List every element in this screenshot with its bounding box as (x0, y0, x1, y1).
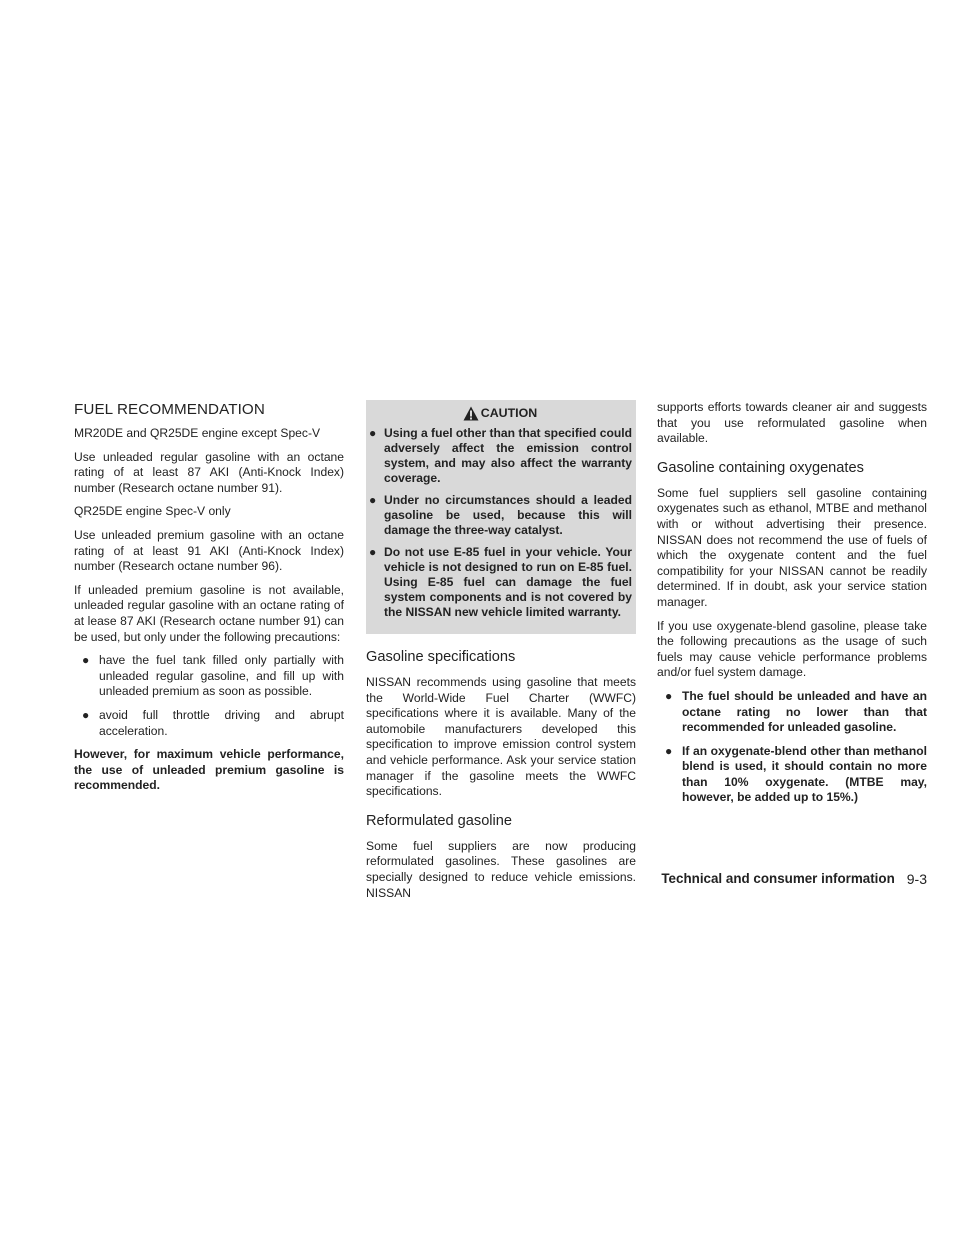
caution-box (366, 400, 636, 634)
subheading-oxygenates: Gasoline containing oxygenates (657, 459, 864, 476)
precautions-paragraph: If unleaded premium gasoline is not available, unleaded regular gasoline with an octane rating of at lease 87 AKI (Research octane number 91) can be used, but only under the following precautions: (74, 582, 344, 644)
caution-list (368, 426, 632, 620)
caution-label: CAUTION (480, 406, 538, 420)
bullet-icon: ● (665, 688, 673, 703)
precautions-list (74, 653, 344, 739)
list-item (74, 653, 344, 700)
regular-fuel-paragraph: Use unleaded regular gasoline with an octane rating of at least 87 AKI (Anti-Knock Index) number (Research octane number 91). (74, 449, 344, 495)
list-item-text: have the fuel tank filled only partially with unleaded regular gasoline, and fill up with unleaded premium as soon as possible. (99, 653, 344, 699)
column-left (74, 400, 344, 802)
column-right (657, 400, 927, 814)
oxygenate-list (657, 689, 927, 806)
oxygenate-precautions-paragraph: If you use oxygenate-blend gasoline, please take the following precautions as the usage of such fuels may cause vehicle performance problems and/or fuel system damage. (657, 618, 927, 680)
list-item-text: Under no circumstances should a leaded gasoline be used, because this will damage the three-way catalyst. (384, 493, 632, 537)
list-item (657, 744, 927, 806)
page-footer (661, 871, 927, 887)
list-item-text: Using a fuel other than that specified could adversely affect the emission control system, and may also affect the warranty coverage. (384, 426, 632, 485)
list-item-text: If an oxygenate-blend other than methanol blend is used, it should contain no more than 10% oxygenate. (MTBE may, however, be added up to 15%.) (682, 743, 927, 805)
subheading-gasoline-specifications: Gasoline specifications (366, 649, 516, 665)
list-item-text: The fuel should be unleaded and have an octane rating no lower than that recommended for unleaded gasoline. (682, 688, 927, 735)
bullet-icon: ● (665, 743, 673, 758)
list-item-text: Do not use E-85 fuel in your vehicle. Your vehicle is not designed to run on E-85 fuel. Using E-85 fuel can damage the fuel system components and is not covered by the NISSAN new vehicle limited warranty. (384, 545, 632, 619)
specifications-paragraph: NISSAN recommends using gasoline that meets the World-Wide Fuel Charter (WWFC) specifications where it is available. Many of the automobile manufacturers developed this specification to improve emission control system and vehicle performance. Ask your service station manager if the gasoline meets the WWFC specifications. (366, 675, 636, 799)
list-item (657, 689, 927, 736)
bullet-icon: ● (82, 707, 90, 722)
list-item-text: avoid full throttle driving and abrupt acceleration. (99, 707, 344, 738)
oxygenates-paragraph: Some fuel suppliers sell gasoline containing oxygenates such as ethanol, MTBE and methanol with or without advertising their presence. NISSAN does not recommend the use of fuels of which the oxygenate content and the fuel compatibility for your NISSAN cannot be readily determined. If in doubt, ask your service station manager. (657, 485, 927, 609)
list-item (368, 545, 632, 620)
page-number: 9-3 (906, 871, 927, 887)
caution-heading (368, 404, 632, 422)
engine-subheading-1: MR20DE and QR25DE engine except Spec-V (74, 426, 321, 440)
bullet-icon: ● (369, 493, 377, 507)
bullet-icon: ● (369, 426, 377, 440)
column-middle (366, 400, 636, 909)
list-item (74, 708, 344, 739)
bullet-icon: ● (82, 653, 90, 668)
list-item (368, 493, 632, 538)
section-title: FUEL RECOMMENDATION (74, 401, 265, 418)
engine-subheading-2: QR25DE engine Spec-V only (74, 504, 231, 519)
list-item (368, 426, 632, 486)
warning-icon (463, 406, 479, 421)
premium-fuel-paragraph: Use unleaded premium gasoline with an octane rating of at least 91 AKI (Anti-Knock Index) number (Research octane number 96). (74, 527, 344, 574)
reformulated-continued-paragraph: supports efforts towards cleaner air and suggests that you use reformulated gasoline when available. (657, 400, 927, 446)
bullet-icon: ● (369, 545, 377, 559)
reformulated-paragraph: Some fuel suppliers are now producing reformulated gasolines. These gasolines are specially designed to reduce vehicle emissions. NISSAN (366, 838, 636, 900)
subheading-reformulated-gasoline: Reformulated gasoline (366, 812, 513, 829)
bold-note: However, for maximum vehicle performance, the use of unleaded premium gasoline is recommended. (74, 747, 344, 793)
footer-section-title: Technical and consumer information (661, 871, 895, 886)
